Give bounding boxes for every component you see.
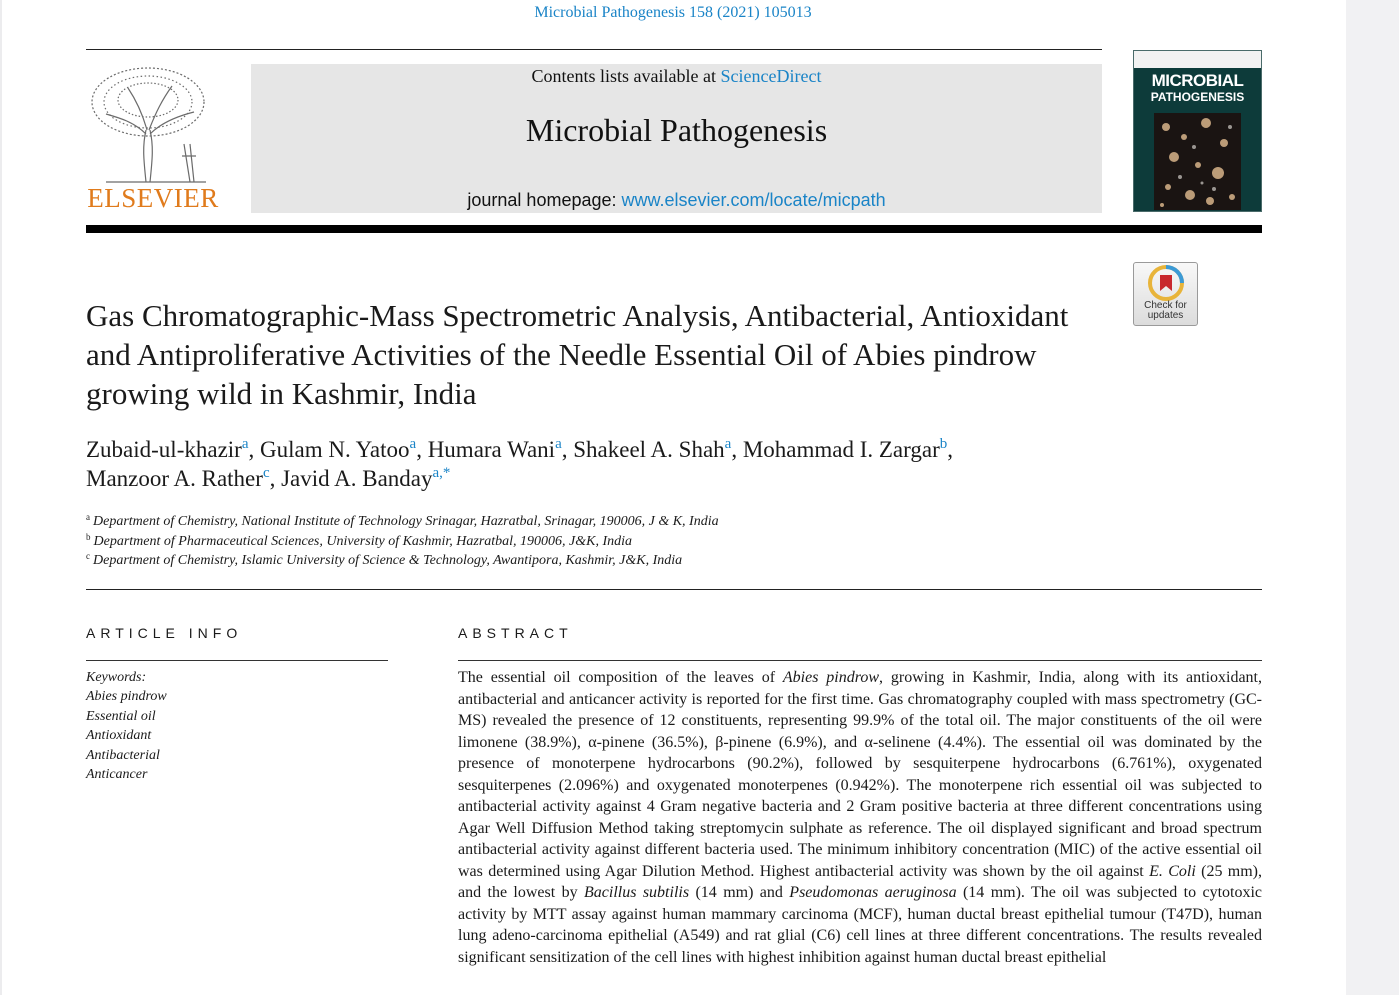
abstract-segment: , growing in Kashmir, India, along with its antioxidant, antibacterial and anticancer activity is reported for the first time. Gas chromatography coupled with mass spectrometry (GC-MS) revealed the presence of 12 constituents, representing 99.9% of the total oil. The major constituents of the oil were limonene (38.9%), α-pinene (36.5%), β-pinene (6.9%), and α-selinene (4.4%). The essential oil was dominated by the presence of monoterpene hydrocarbons (90.2%), followed by sesquiterpene hydrocarbons (6.761%), oxygenated sesquiterpenes (2.096%) and oxygenated monoterpenes (0.942%). The monoterpene rich essential oil was subjected to antibacterial activity against 4 Gram negative bacteria and 2 Gram positive bacteria at three different concentrations using Agar Well Diffusion Method taking streptomycin sulphate as reference. The oil displayed significant and broad spectrum antibacterial activity against different bacteria used. The minimum inhibitory concentration (MIC) of the active essential oil was determined using Agar Dilution Method. Highest antibacterial activity was shown by the oil against <box>458 669 1262 880</box>
keywords-label: Keywords: <box>86 670 147 685</box>
header-thick-rule <box>86 225 1262 233</box>
elsevier-logo <box>86 62 220 214</box>
affiliation-text: Department of Chemistry, Islamic University of Science & Technology, Awantipora, Kashmir, J&K, India <box>93 553 683 569</box>
cover-top-strip <box>1134 51 1261 68</box>
check-for-updates-button[interactable] <box>1133 262 1198 326</box>
author-name[interactable]: Shakeel A. Shah <box>573 437 725 462</box>
abstract-text <box>458 667 1262 968</box>
author-affiliation-ref[interactable]: b <box>939 436 948 452</box>
elsevier-tree-icon <box>86 62 220 186</box>
check-updates-icon <box>1148 265 1184 301</box>
abstract-species-name: Bacillus subtilis <box>584 884 690 901</box>
author-affiliation-ref[interactable]: a <box>409 436 417 452</box>
abstract-segment: (14 mm) and <box>689 884 790 901</box>
journal-banner <box>251 64 1102 213</box>
affiliation-text: Department of Pharmaceutical Sciences, University of Kashmir, Hazratbal, 190006, J&K, India <box>93 533 633 549</box>
abstract-rule <box>458 660 1262 661</box>
page-left-edge <box>0 0 2 995</box>
contents-prefix: Contents lists available at <box>531 66 721 86</box>
abstract-species-name: Pseudomonas aeruginosa <box>789 884 957 901</box>
author-affiliation-ref[interactable]: a <box>241 436 249 452</box>
journal-name: Microbial Pathogenesis <box>525 112 828 148</box>
affiliation-key: c <box>86 551 90 562</box>
check-updates-line2: updates <box>1147 310 1184 321</box>
abstract-segment: The essential oil composition of the leaves of <box>458 669 783 686</box>
elsevier-wordmark: ELSEVIER <box>87 183 219 213</box>
journal-citation[interactable] <box>0 4 1346 22</box>
citation-link[interactable]: Microbial Pathogenesis 158 (2021) 105013 <box>534 4 812 21</box>
cover-title-line1: MICROBIAL <box>1151 71 1244 90</box>
author-name[interactable]: Gulam N. Yatoo <box>260 437 410 462</box>
journal-cover-thumbnail[interactable] <box>1133 50 1262 212</box>
article-info-heading: ARTICLE INFO <box>86 625 243 641</box>
author-name[interactable]: Javid A. Banday <box>281 466 433 491</box>
abstract-segment: (25 mm), and the lowest by <box>458 862 1263 901</box>
affiliation-key: b <box>86 531 91 542</box>
keyword-item: Anticancer <box>86 767 148 783</box>
sciencedirect-link[interactable]: ScienceDirect <box>720 66 822 86</box>
affiliation-item <box>86 551 1086 571</box>
check-updates-label <box>1134 301 1197 321</box>
author-name[interactable]: Humara Wani <box>427 437 556 462</box>
homepage-prefix: journal homepage: <box>467 190 622 210</box>
check-updates-line1: Check for <box>1144 300 1187 311</box>
cover-title <box>1134 73 1261 105</box>
abstract-species-name: Abies pindrow <box>782 669 880 686</box>
affiliation-item <box>86 532 1086 552</box>
author-list: Zubaid-ul-khazir$^a$, Gulam N. Yatoo$^a$, Humara Wani$^a$, Shakeel A. Shah$^a$, Mohammad I. Zargar$^b$, Manzoor A. Rather$^c$, Javid A. Banday$^{a,*}$ <box>86 436 954 491</box>
author-name[interactable]: Manzoor A. Rather <box>86 466 263 491</box>
author-affiliation-ref[interactable]: a <box>555 436 562 452</box>
author-name[interactable]: Mohammad I. Zargar <box>742 437 940 462</box>
keyword-item: Antibacterial <box>86 747 160 763</box>
cover-title-line2: PATHOGENESIS <box>1150 90 1245 104</box>
abstract-segment: (14 mm). The oil was subjected to cytotoxic activity by MTT assay against human mammary carcinoma (MCF), human ductal breast epithelial tumour (T47D), human lung adeno-carcinoma epithelial (A549) and rat glial (C6) cell lines at three different concentrations. The results revealed significant sensitization of the cell lines with highest inhibition against human ductal breast epithelial <box>458 884 1263 966</box>
keyword-item: Essential oil <box>86 708 156 724</box>
affiliation-list <box>86 512 1086 571</box>
article-title: Gas Chromatographic-Mass Spectrometric Analysis, Antibacterial, Antioxidant and Antiproliferative Activities of the Needle Essential Oil of Abies pindrow growing wild in Kashmir, India <box>86 298 1069 411</box>
journal-homepage-link[interactable]: www.elsevier.com/locate/micpath <box>621 190 886 210</box>
keyword-item: Antioxidant <box>86 728 152 744</box>
header-top-rule <box>86 49 1102 50</box>
viewer-right-gutter <box>1346 0 1399 995</box>
author-affiliation-ref[interactable]: a <box>724 436 732 452</box>
abstract-heading: ABSTRACT <box>458 625 573 641</box>
affiliation-text: Department of Chemistry, National Institute of Technology Srinagar, Hazratbal, Srinagar, 190006, J & K, India <box>93 514 719 529</box>
affiliation-key: a <box>86 512 90 522</box>
keyword-item: Abies pindrow <box>86 689 167 705</box>
author-affiliation-ref[interactable]: a,* <box>432 465 451 481</box>
cover-micrograph-image <box>1154 113 1241 210</box>
contents-available-line <box>251 66 1102 87</box>
journal-homepage-line <box>251 190 1102 211</box>
keywords-block <box>86 668 386 784</box>
author-name[interactable]: Zubaid-ul-khazir <box>86 437 242 462</box>
affiliation-item <box>86 512 1086 532</box>
abstract-species-name: E. Coli <box>1149 862 1196 880</box>
article-info-rule <box>86 660 388 661</box>
section-divider <box>86 589 1262 590</box>
author-affiliation-ref[interactable]: c <box>262 465 270 481</box>
